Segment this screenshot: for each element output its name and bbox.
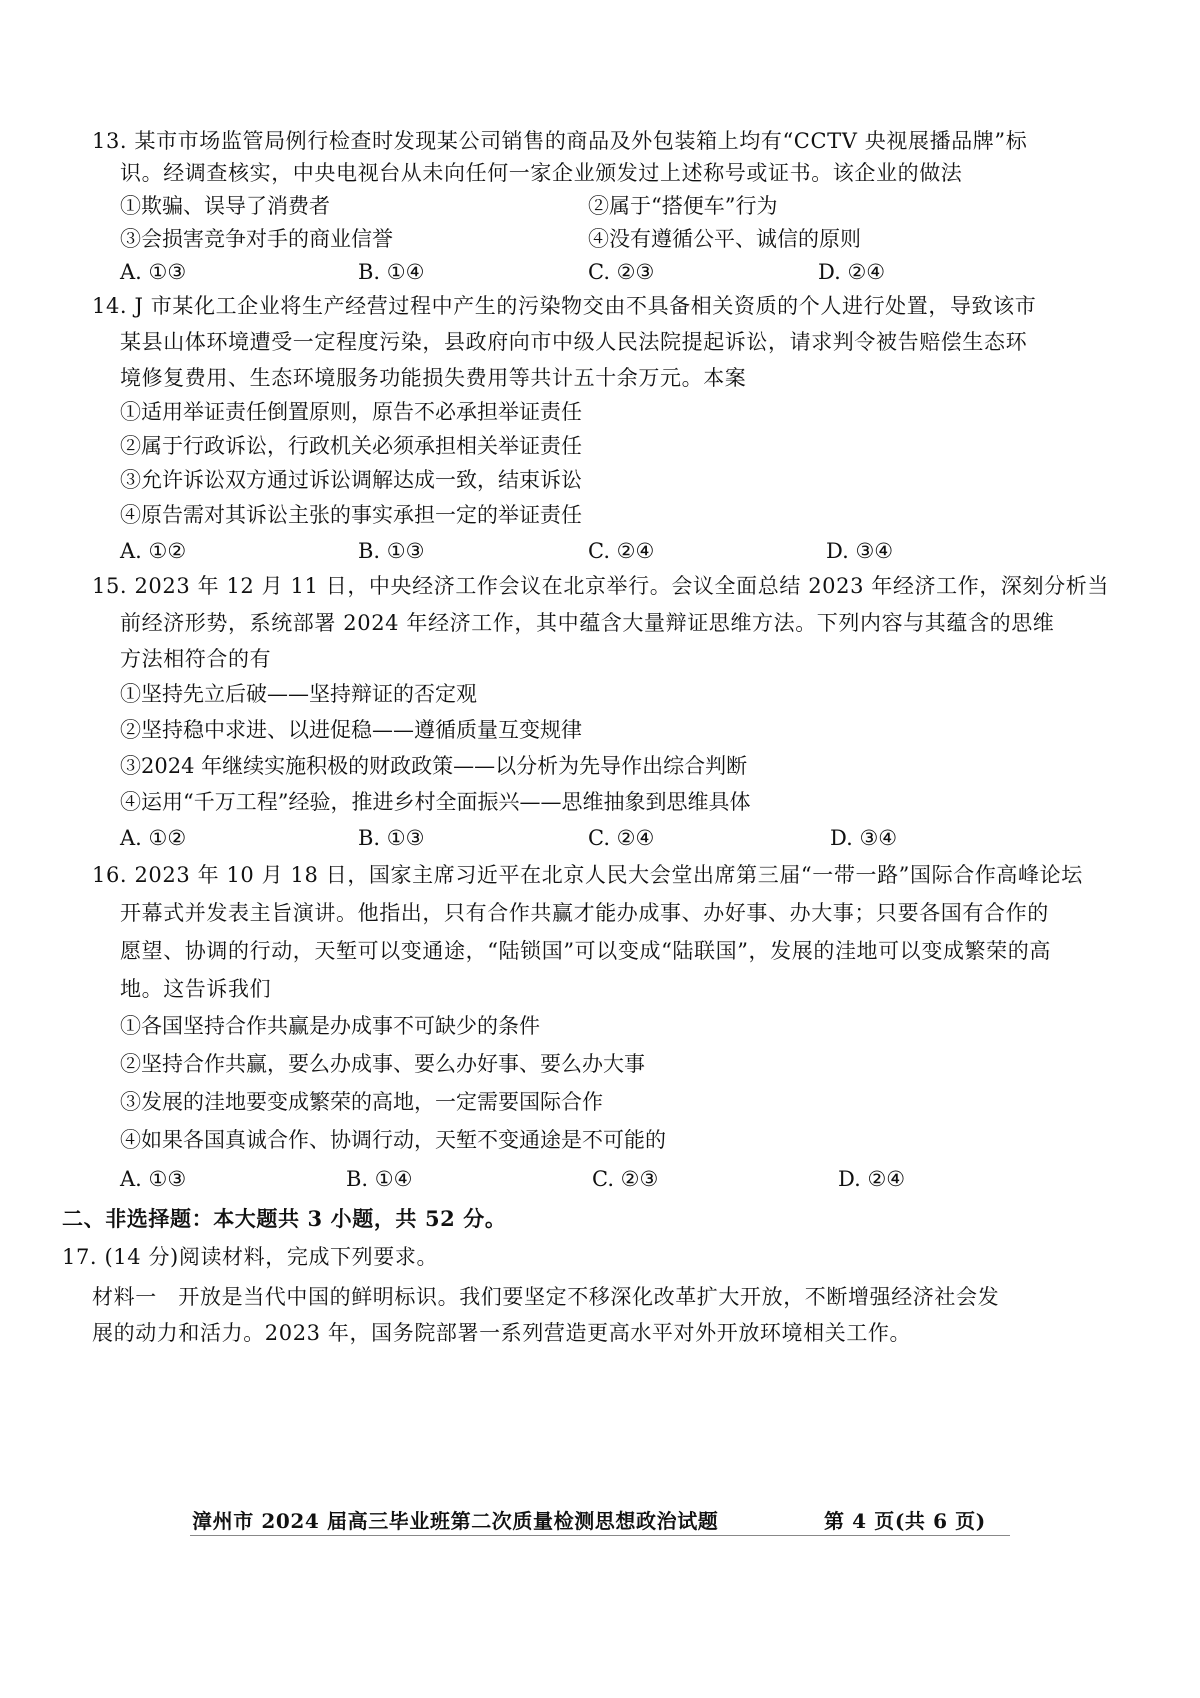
q15-statement-2: ②坚持稳中求进、以进促稳——遵循质量互变规律 [120,718,582,742]
q16-stem-line-4: 地。这告诉我们 [120,977,272,1001]
q15-statement-1: ①坚持先立后破——坚持辩证的否定观 [120,682,477,706]
q16-statement-4: ④如果各国真诚合作、协调行动，天堑不变通途是不可能的 [120,1128,666,1152]
q14-statement-4: ④原告需对其诉讼主张的事实承担一定的举证责任 [120,503,582,527]
q17-stem: 17. (14 分)阅读材料，完成下列要求。 [62,1245,439,1269]
q15-statement-3: ③2024 年继续实施积极的财政政策——以分析为先导作出综合判断 [120,754,748,778]
q16-stem-line-2: 开幕式并发表主旨演讲。他指出，只有合作共赢才能办成事、办好事、办大事；只要各国有合作的 [120,901,1049,925]
q15-statement-4: ④运用“千万工程”经验，推进乡村全面振兴——思维抽象到思维具体 [120,790,751,814]
q16-stem-line-3: 愿望、协调的行动，天堑可以变通途，“陆锁国”可以变成“陆联国”，发展的洼地可以变成繁荣的高 [120,939,1051,963]
q13-statement-3: ③会损害竞争对手的商业信誉 [120,227,393,251]
q13-stem-line-1: 13. 某市市场监管局例行检查时发现某公司销售的商品及外包装箱上均有“CCTV 央视展播品牌”标 [92,129,1028,153]
q14-statement-1: ①适用举证责任倒置原则，原告不必承担举证责任 [120,400,582,424]
q14-choice-d: D. ③④ [826,539,894,563]
q13-choice-d: D. ②④ [818,260,886,284]
q14-statement-3: ③允许诉讼双方通过诉讼调解达成一致，结束诉讼 [120,468,582,492]
q14-choice-c: C. ②④ [588,539,655,563]
exam-title: 漳州市 2024 届高三毕业班第二次质量检测思想政治试题 [192,1509,719,1533]
q13-statement-2: ②属于“搭便车”行为 [588,194,778,218]
footer-rule [190,1535,1010,1536]
q16-statement-2: ②坚持合作共赢，要么办成事、要么办好事、要么办大事 [120,1052,645,1076]
q16-statement-1: ①各国坚持合作共赢是办成事不可缺少的条件 [120,1014,540,1038]
q13-choice-b: B. ①④ [358,260,425,284]
q16-choice-b: B. ①④ [346,1167,413,1191]
q13-stem-line-2: 识。经调查核实，中央电视台从未向任何一家企业颁发过上述称号或证书。该企业的做法 [120,161,963,185]
q14-stem-line-2: 某县山体环境遭受一定程度污染，县政府向市中级人民法院提起诉讼，请求判令被告赔偿生态环 [120,330,1028,354]
q16-choice-a: A. ①③ [120,1167,187,1191]
q16-statement-3: ③发展的洼地要变成繁荣的高地，一定需要国际合作 [120,1090,603,1114]
q14-choice-b: B. ①③ [358,539,425,563]
q17-material-1-line-2: 展的动力和活力。2023 年，国务院部署一系列营造更高水平对外开放环境相关工作。 [92,1321,912,1345]
q14-stem-line-1: 14. J 市某化工企业将生产经营过程中产生的污染物交由不具备相关资质的个人进行处置，导致该市 [92,294,1037,318]
q13-statement-4: ④没有遵循公平、诚信的原则 [588,227,861,251]
q14-statement-2: ②属于行政诉讼，行政机关必须承担相关举证责任 [120,434,582,458]
q13-statement-1: ①欺骗、误导了消费者 [120,194,330,218]
q15-stem-line-3: 方法相符合的有 [120,647,272,671]
page-number: 第 4 页(共 6 页) [824,1509,986,1533]
q14-choice-a: A. ①② [120,539,187,563]
q16-choice-d: D. ②④ [838,1167,906,1191]
q15-choice-c: C. ②④ [588,826,655,850]
q13-choice-c: C. ②③ [588,260,655,284]
q14-stem-line-3: 境修复费用、生态环境服务功能损失费用等共计五十余万元。本案 [120,366,747,390]
q15-stem-line-2: 前经济形势，系统部署 2024 年经济工作，其中蕴含大量辩证思维方法。下列内容与其蕴含的思维 [120,611,1055,635]
q16-stem-line-1: 16. 2023 年 10 月 18 日，国家主席习近平在北京人民大会堂出席第三届“一带一路”国际合作高峰论坛 [92,863,1083,887]
q17-material-1-line-1: 材料一 开放是当代中国的鲜明标识。我们要坚定不移深化改革扩大开放，不断增强经济社会发 [92,1285,1000,1309]
q16-choice-c: C. ②③ [592,1167,659,1191]
section-2-heading: 二、非选择题：本大题共 3 小题，共 52 分。 [62,1206,507,1231]
q15-choice-b: B. ①③ [358,826,425,850]
q15-choice-a: A. ①② [120,826,187,850]
q13-choice-a: A. ①③ [120,260,187,284]
q15-choice-d: D. ③④ [830,826,898,850]
q15-stem-line-1: 15. 2023 年 12 月 11 日，中央经济工作会议在北京举行。会议全面总结 2023 年经济工作，深刻分析当 [92,574,1109,598]
